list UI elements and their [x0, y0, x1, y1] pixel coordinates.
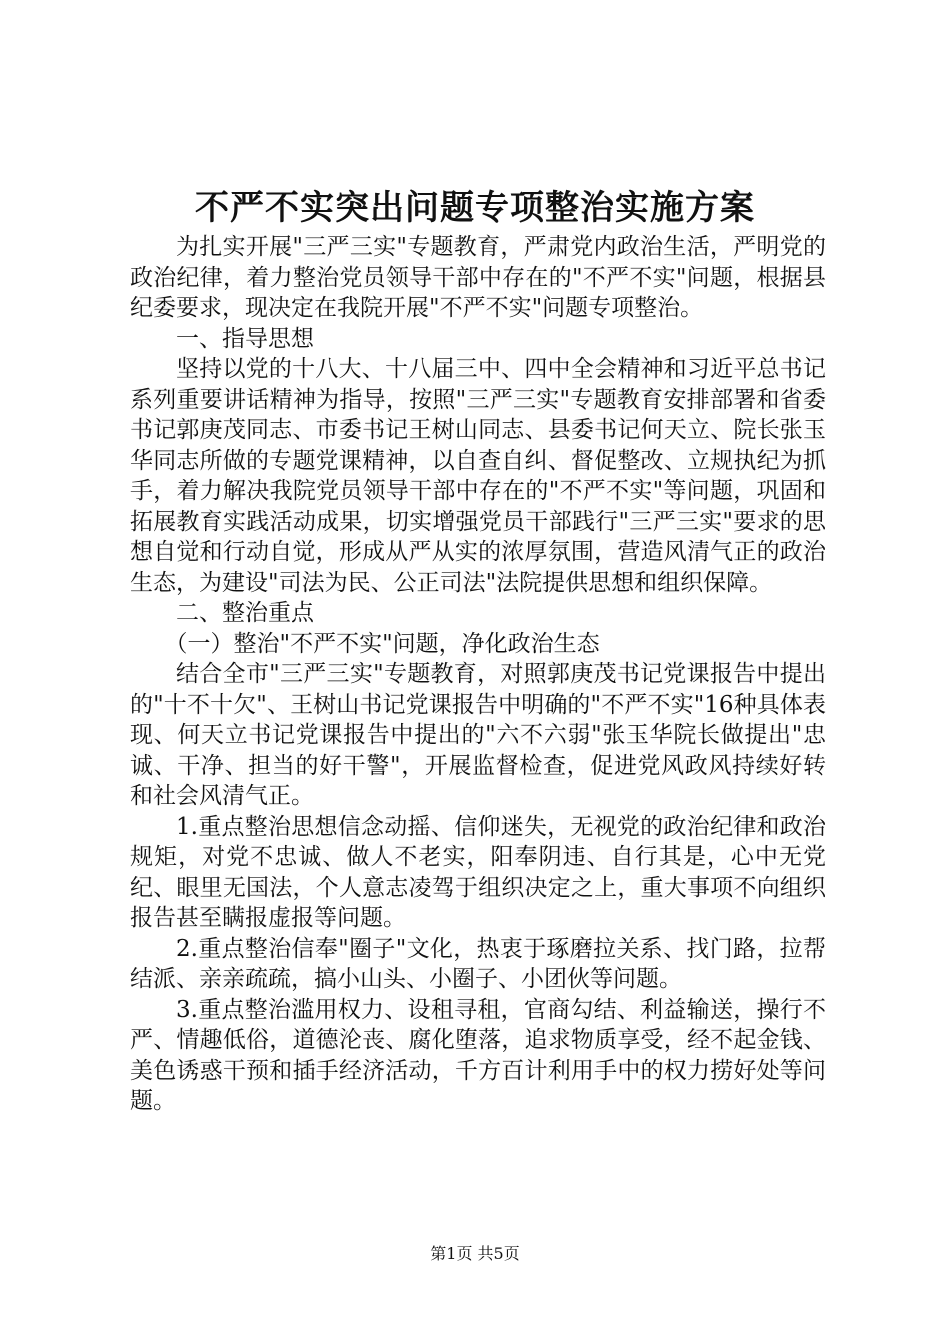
section-heading-key-points: 二、整治重点	[176, 600, 314, 626]
subsection-1-paragraph: 结合全市"三严三实"专题教育，对照郭庚茂书记党课报告中提出的"十不十欠"、王树山书记党课报告中明确的"不严不实"16种具体表现、何天立书记党课报告中提出的"六不六弱"张玉华院长做提出"忠诚、干净、担当的好干警"，开展监督检查，促进党风政风持续好转和社会风清气正。	[130, 661, 826, 809]
intro-paragraph: 为扎实开展"三严三实"专题教育，严肃党内政治生活，严明党的政治纪律，着力整治党员领导干部中存在的"不严不实"问题，根据县纪委要求，现决定在我院开展"不严不实"问题专项整治。	[130, 234, 826, 321]
section-heading-guiding-thought: 一、指导思想	[176, 325, 314, 352]
item-2-paragraph: 2.重点整治信奉"圈子"文化，热衷于琢磨拉关系、找门路，拉帮结派、亲亲疏疏，搞小山头、小圈子、小团伙等问题。	[130, 935, 826, 992]
document-title: 不严不实突出问题专项整治实施方案	[195, 188, 755, 228]
item-3-paragraph: 3.重点整治滥用权力、设租寻租，官商勾结、利益输送，操行不严、情趣低俗，道德沦丧、腐化堕落，追求物质享受，经不起金钱、美色诱惑干预和插手经济活动，千方百计利用手中的权力捞好处等问题。	[130, 996, 826, 1114]
item-1-paragraph: 1.重点整治思想信念动摇、信仰迷失，无视党的政治纪律和政治规矩，对党不忠诚、做人不老实，阳奉阴违、自行其是，心中无党纪、眼里无国法，个人意志凌驾于组织决定之上，重大事项不向组织报告甚至瞒报虚报等问题。	[130, 813, 826, 931]
guiding-thought-paragraph: 坚持以党的十八大、十八届三中、四中全会精神和习近平总书记系列重要讲话精神为指导，按照"三严三实"专题教育安排部署和省委书记郭庚茂同志、市委书记王树山同志、县委书记何天立、院长张玉华同志所做的专题党课精神，以自查自纠、督促整改、立规执纪为抓手，着力解决我院党员领导干部中存在的"不严不实"等问题，巩固和拓展教育实践活动成果，切实增强党员干部践行"三严三实"要求的思想自觉和行动自觉，形成从严从实的浓厚氛围，营造风清气正的政治生态，为建设"司法为民、公正司法"法院提供思想和组织保障。	[130, 356, 826, 596]
document-body	[130, 232, 826, 1117]
page-number-footer: 第1页 共5页	[430, 1244, 520, 1263]
subsection-heading-1: （一）整治"不严不实"问题，净化政治生态	[164, 630, 600, 657]
